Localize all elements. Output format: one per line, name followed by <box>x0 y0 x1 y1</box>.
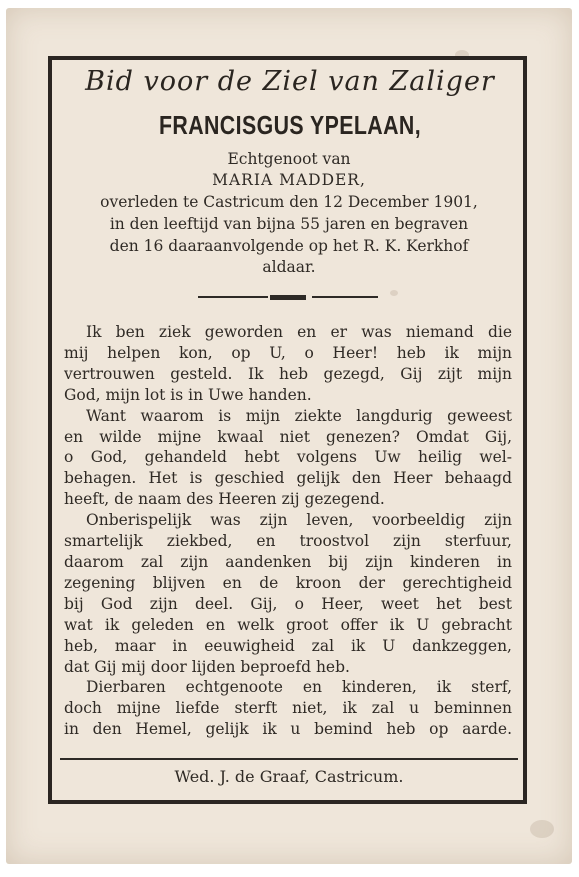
prayer-line: daarom zal zijn aandenken bij zijn kinderen in <box>64 552 512 571</box>
prayer-line: o God, gehandeld hebt volgens Uw heilig wel- <box>64 448 512 467</box>
burial-place: aldaar. <box>262 258 316 276</box>
prayer-line: wat ik geleden en welk groot offer ik U gebracht <box>64 615 512 634</box>
printer-credit: Wed. J. de Graaf, Castricum. <box>174 767 404 786</box>
prayer-line: en wilde mijne kwaal niet genezen? Omdat Gij, <box>64 427 512 446</box>
ornament-divider-center <box>270 295 306 300</box>
prayer-line: vertrouwen gesteld. Ik heb gezegd, Gij zijt mijn <box>64 364 512 383</box>
burial-details: den 16 daaraanvolgende op het R. K. Kerkhof <box>109 237 469 255</box>
prayer-line: heb, maar in eeuwigheid zal ik U dankzeggen, <box>64 636 512 655</box>
deceased-name: FRANCISGUS YPELAAN, <box>158 110 422 140</box>
prayer-line: dat Gij mij door lijden beproefd heb. <box>64 657 350 676</box>
prayer-line: behagen. Het is geschied gelijk den Heer behaagd <box>64 469 512 488</box>
spouse-name: MARIA MADDER, <box>212 171 366 189</box>
prayer-line: Ik ben ziek geworden en er was niemand die <box>86 323 512 341</box>
prayer-line: Want waarom is mijn ziekte langdurig geweest <box>86 406 512 425</box>
ornament-divider-right <box>312 296 378 298</box>
prayer-line: zegening blijven en de kroon der gerechtigheid <box>64 573 512 592</box>
prayer-line: doch mijne liefde sterft niet, ik zal u beminnen <box>64 699 512 718</box>
prayer-line: mij helpen kon, op U, o Heer! heb ik mijn <box>64 343 512 362</box>
prayer-line: bij God zijn deel. Gij, o Heer, weet het best <box>64 594 512 613</box>
prayer-line: Dierbaren echtgenoote en kinderen, ik sterf, <box>86 678 512 697</box>
paper-stain <box>530 820 554 838</box>
age-details: in den leeftijd van bijna 55 jaren en begraven <box>109 215 469 233</box>
prayer-line: in den Hemel, gelijk ik u bemind heb op aarde. <box>64 720 512 739</box>
death-details: overleden te Castricum den 12 December 1901, <box>100 193 478 211</box>
prayer-line: Onberispelijk was zijn leven, voorbeeldig zijn <box>86 511 512 530</box>
card-heading: Bid voor de Ziel van Zaliger <box>85 66 495 97</box>
ornament-divider-left <box>198 296 268 298</box>
prayer-line: heeft, de naam des Heeren zij gezegend. <box>64 490 385 509</box>
spouse-label: Echtgenoot van <box>227 150 351 168</box>
prayer-line: God, mijn lot is in Uwe handen. <box>64 385 312 404</box>
prayer-line: smartelijk ziekbed, en troostvol zijn sterfuur, <box>64 532 512 551</box>
footer-rule <box>60 758 518 760</box>
prayer-text <box>64 322 512 740</box>
